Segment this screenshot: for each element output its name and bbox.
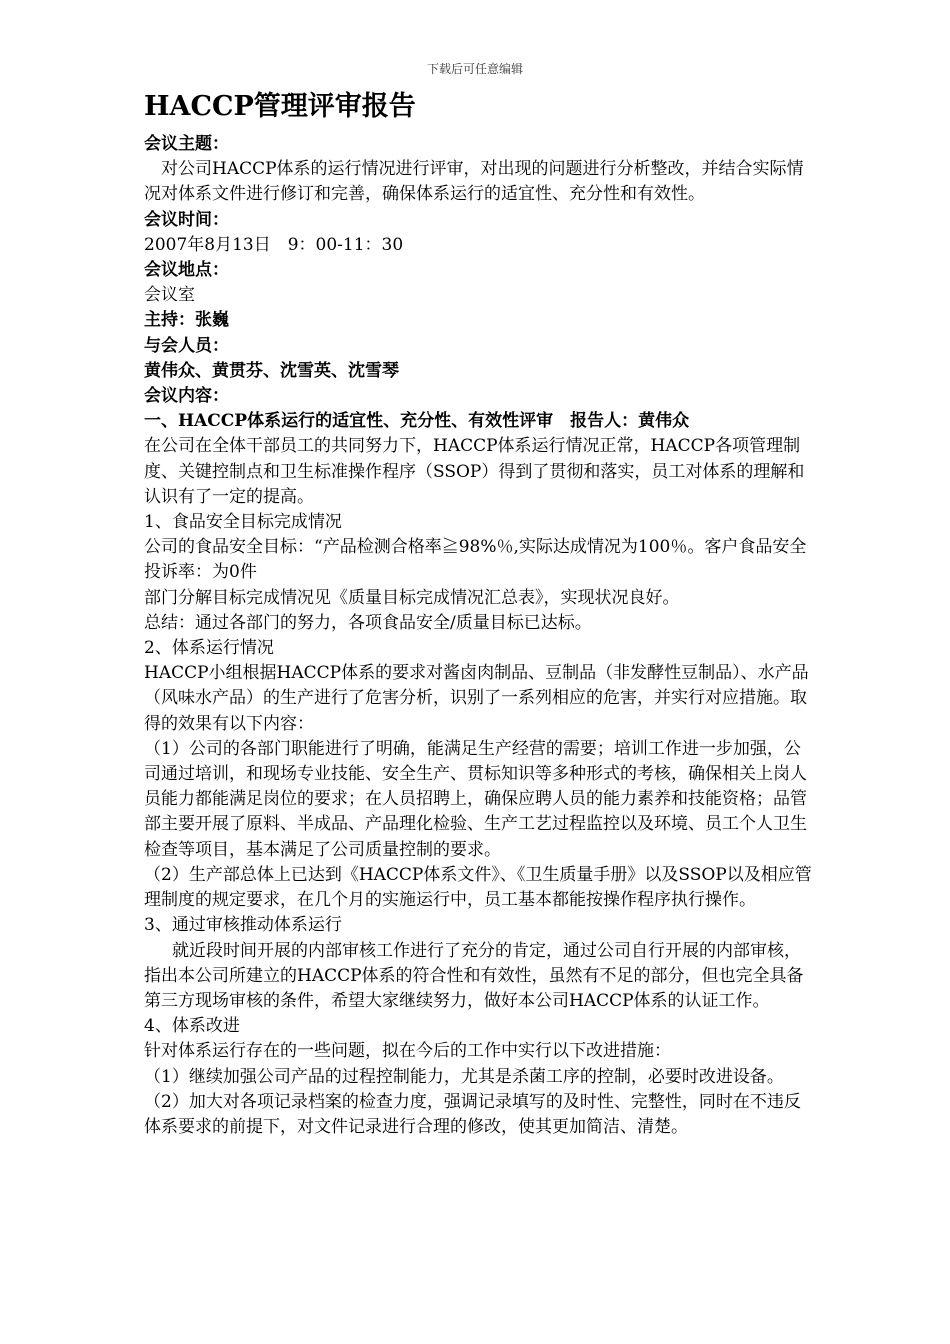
paragraph: 3、通过审核推动体系运行 — [144, 915, 342, 936]
paragraph: 4、体系改进 — [144, 1016, 240, 1037]
paragraph: 黄伟众、黄贯芬、沈雪英、沈雪琴 — [144, 360, 399, 381]
paragraph: 2007年8月13日 9：00-11：30 — [144, 234, 404, 255]
paragraph: 针对体系运行存在的一些问题，拟在今后的工作中实行以下改进措施： — [144, 1041, 671, 1062]
paragraph: HACCP小组根据HACCP体系的要求对酱卤肉制品、豆制品（非发酵性豆制品）、水产品（风味水产品）的生产进行了危害分析，识别了一系列相应的危害，并实行对应措施。取得的效果有以下内容： — [144, 663, 809, 734]
paragraph: 对公司HACCP体系的运行情况进行评审，对出现的问题进行分析整改，并结合实际情况对体系文件进行修订和完善，确保体系运行的适宜性、充分性和有效性。 — [144, 159, 804, 205]
paragraph: （1）公司的各部门职能进行了明确，能满足生产经营的需要；培训工作进一步加强，公司通过培训，和现场专业技能、安全生产、贯标知识等多种形式的考核，确保相关上岗人员能力都能满足岗位的要求；在人员招聘上，确保应聘人员的能力素养和技能资格；品管部主要开展了原料、半成品、产品理化检验、生产工艺过程监控以及环境、员工个人卫生检查等项目，基本满足了公司质量控制的要求。 — [144, 738, 807, 860]
paragraph: 总结：通过各部门的努力，各项食品安全/质量目标已达标。 — [144, 612, 592, 633]
paragraph: 与会人员： — [144, 335, 229, 356]
paragraph: 会议时间： — [144, 209, 229, 230]
paragraph: 一、HACCP体系运行的适宜性、充分性、有效性评审 报告人：黄伟众 — [144, 411, 690, 432]
paragraph: （2）生产部总体上已达到《HACCP体系文件》、《卫生质量手册》以及SSOP以及相应管理制度的规定要求，在几个月的实施运行中，员工基本都能按操作程序执行操作。 — [144, 864, 812, 911]
paragraph: 部门分解目标完成情况见《质量目标完成情况汇总表》，实现状况良好。 — [144, 587, 680, 608]
paragraph: 2、体系运行情况 — [144, 638, 274, 659]
paragraph: 会议室 — [144, 285, 195, 306]
paragraph: 1、食品安全目标完成情况 — [144, 512, 342, 533]
paragraph: 会议内容： — [144, 386, 229, 407]
document-body — [144, 88, 812, 1140]
paragraph: （1）继续加强公司产品的过程控制能力，尤其是杀菌工序的控制，必要时改进设备。 — [144, 1066, 784, 1087]
paragraph: 在公司在全体干部员工的共同努力下，HACCP体系运行情况正常，HACCP各项管理制度、关键控制点和卫生标准操作程序（SSOP）得到了贯彻和落实，员工对体系的理解和认识有了一定的提高。 — [144, 436, 805, 507]
paragraph: （2）加大对各项记录档案的检查力度，强调记录填写的及时性、完整性，同时在不违反体系要求的前提下，对文件记录进行合理的修改，使其更加简洁、清楚。 — [144, 1091, 801, 1137]
paragraph: 就近段时间开展的内部审核工作进行了充分的肯定，通过公司自行开展的内部审核，指出本公司所建立的HACCP体系的符合性和有效性，虽然有不足的部分，但也完全具备第三方现场审核的条件，希望大家继续努力，做好本公司HACCP体系的认证工作。 — [144, 940, 804, 1011]
paragraph: 会议主题： — [144, 134, 229, 154]
paragraph: 公司的食品安全目标：“产品检测合格率≧98%％,实际达成情况为100％。客户食品安全投诉率：为0件 — [144, 537, 807, 583]
document-lines — [144, 132, 812, 1140]
paragraph: 主持：张巍 — [144, 310, 229, 331]
header-note: 下载后可任意编辑 — [426, 62, 523, 76]
document-title: HACCP管理评审报告 — [144, 91, 416, 122]
paragraph: 会议地点： — [144, 260, 229, 281]
